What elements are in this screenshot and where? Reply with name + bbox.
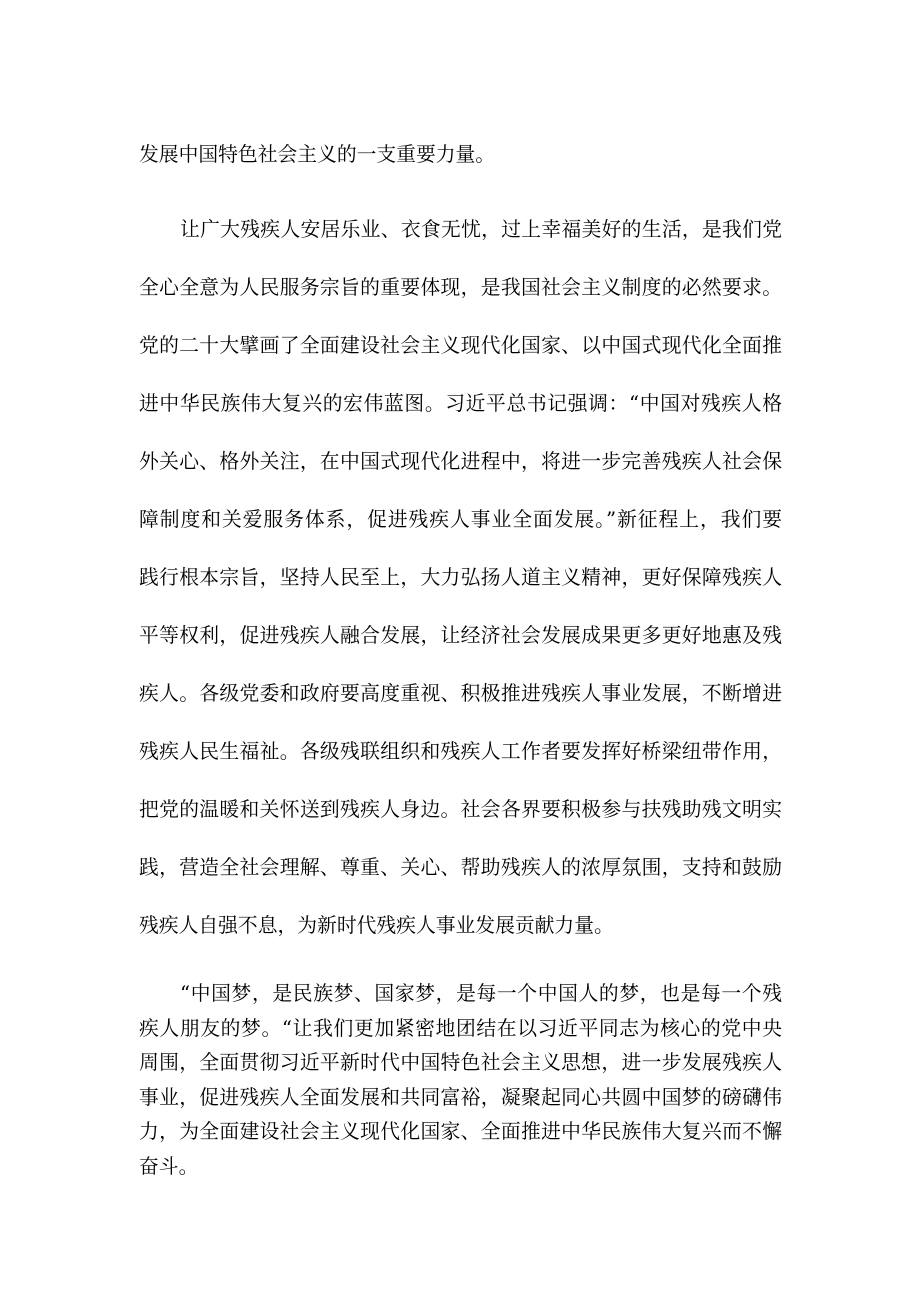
text-line: 事业，促进残疾人全面发展和共同富裕，凝聚起同心共圆中国梦的磅礴伟: [139, 1085, 782, 1109]
text-line: “中国梦，是民族梦、国家梦，是每一个中国人的梦，也是每一个残: [180, 982, 782, 1005]
text-line: 力，为全面建设社会主义现代化国家、全面推进中华民族伟大复兴而不懈: [139, 1120, 782, 1143]
text-line: 疾人。各级党委和政府要高度重视、积极推进残疾人事业发展，不断增进: [139, 682, 782, 705]
text-line: 外关心、格外关注，在中国式现代化进程中，将进一步完善残疾人社会保: [139, 450, 782, 473]
text-line: 全心全意为人民服务宗旨的重要体现，是我国社会主义制度的必然要求。: [139, 276, 782, 299]
text-line: 残疾人自强不息，为新时代残疾人事业发展贡献力量。: [139, 914, 614, 937]
paragraph-disabled-people-wellbeing: [139, 201, 782, 955]
text-line: 疾人朋友的梦。“让我们更加紧密地团结在以习近平同志为核心的党中央: [139, 1016, 782, 1040]
text-line: 把党的温暖和关怀送到残疾人身边。社会各界要积极参与扶残助残文明实: [139, 798, 782, 821]
text-line: 进中华民族伟大复兴的宏伟蓝图。习近平总书记强调：“中国对残疾人格: [139, 392, 782, 415]
text-line: 残疾人民生福祉。各级残联组织和残疾人工作者要发挥好桥梁纽带作用，: [139, 740, 782, 763]
text-line: 党的二十大擘画了全面建设社会主义现代化国家、以中国式现代化全面推: [139, 334, 782, 357]
paragraph-chinese-dream: [139, 977, 782, 1184]
text-line: 践行根本宗旨，坚持人民至上，大力弘扬人道主义精神，更好保障残疾人: [139, 566, 782, 589]
text-line: 障制度和关爱服务体系，促进残疾人事业全面发展。”新征程上，我们要: [139, 508, 782, 531]
text-line: 平等权利，促进残疾人融合发展，让经济社会发展成果更多更好地惠及残: [139, 624, 782, 647]
text-line: 周围，全面贯彻习近平新时代中国特色社会主义思想，进一步发展残疾人: [139, 1051, 782, 1074]
text-line: 让广大残疾人安居乐业、衣食无忧，过上幸福美好的生活，是我们党: [180, 218, 782, 241]
text-line: 践，营造全社会理解、尊重、关心、帮助残疾人的浓厚氛围，支持和鼓励: [139, 856, 782, 879]
paragraph-continuation: [139, 126, 782, 184]
text-line: 奋斗。: [139, 1154, 199, 1178]
text-line: 发展中国特色社会主义的一支重要力量。: [139, 143, 496, 166]
